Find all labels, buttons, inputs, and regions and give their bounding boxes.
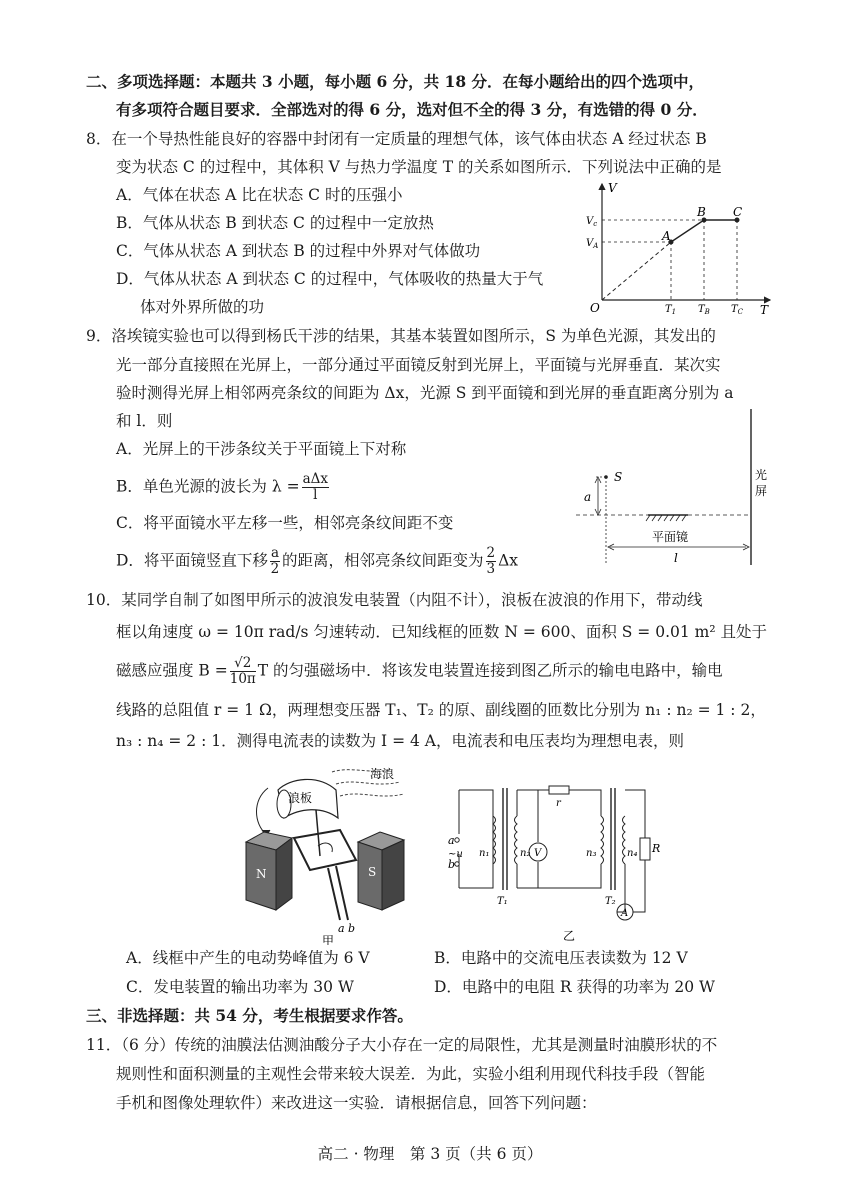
segment-ab — [671, 220, 704, 242]
label-a: A — [662, 229, 671, 243]
q10-option-b: B．电路中的交流电压表读数为 12 V — [434, 949, 688, 967]
q11-stem-line2: 规则性和面积测量的主观性会带来较大误差．为此，实验小组利用现代科技手段（智能 — [116, 1065, 706, 1083]
t-axis-label: T — [760, 303, 769, 317]
q10-option-d: D．电路中的电阻 R 获得的功率为 20 W — [434, 978, 715, 996]
terminal-b: b — [448, 858, 456, 871]
q9-lloyd-mirror-figure — [570, 405, 780, 575]
resistor-r-label: R — [652, 842, 661, 855]
n2-label: n₂ — [520, 848, 531, 859]
q9-stem-line3: 验时测得光屏上相邻两亮条纹的间距为 Δx，光源 S 到平面镜和到光屏的垂直距离分别为 a — [116, 384, 734, 402]
q10-stem-line1: 10．某同学自制了如图甲所示的波浪发电装置（内阻不计），浪板在波浪的作用下，带动线 — [86, 591, 703, 609]
t2-label: T₂ — [605, 896, 616, 907]
origin-label: O — [590, 301, 600, 315]
distance-a-label: a — [584, 490, 592, 504]
section-2-header-line2: 有多项符合题目要求．全部选对的得 6 分，选对但不全的得 3 分，有选错的得 0 分． — [116, 100, 708, 119]
v-axis-label: V — [608, 181, 617, 195]
q11-stem-line3: 手机和图像处理软件）来改进这一实验．请根据信息，回答下列问题： — [116, 1094, 597, 1112]
page-footer: 高二 · 物理 第 3 页（共 6 页） — [317, 1145, 543, 1163]
q10-stem-line3: 磁感应强度 B = $\frac{√2}{10\pi}$ T 的匀强磁场中．将该发电装置连接到图乙所示的输电电路中，输电 — [116, 655, 723, 687]
distance-l-label: l — [674, 551, 678, 565]
figure-yi-caption: 乙 — [563, 929, 576, 943]
ammeter: A — [621, 908, 629, 919]
q9-option-c: C．将平面镜水平左移一些，相邻亮条纹间距不变 — [116, 514, 454, 532]
mirror-label: 平面镜 — [652, 530, 689, 544]
q9-option-a: A．光屏上的干涉条纹关于平面镜上下对称 — [116, 440, 407, 458]
screen-label-2: 屏 — [755, 484, 768, 498]
voltmeter: V — [534, 848, 542, 859]
voltage-u: ~u — [448, 849, 463, 860]
q8-option-a: A．气体在状态 A 比在状态 C 时的压强小 — [116, 186, 403, 204]
figure-jia-caption: 甲 — [322, 934, 335, 945]
n1-label: n₁ — [479, 848, 490, 859]
coil-frame — [294, 830, 356, 870]
q8-option-c: C．气体从状态 A 到状态 B 的过程中外界对气体做功 — [116, 242, 481, 260]
q10-stem-line5: n₃ : n₄ = 2 : 1．测得电流表的读数为 I = 4 A，电流表和电压表均为理想电表，则 — [116, 732, 684, 750]
wave-label: 海浪 — [370, 767, 395, 781]
q10-stem-line4: 线路的总阻值 r = 1 Ω，两理想变压器 T₁、T₂ 的原、副线圈的匝数比分别为 n₁ : n₂ = 1 : 2， — [116, 701, 766, 719]
q8-vt-graph — [578, 178, 778, 318]
q8-stem-line1: 8．在一个导热性能良好的容器中封闭有一定质量的理想气体，该气体由状态 A 经过状态 B — [86, 130, 707, 148]
n4-label: n₄ — [627, 848, 638, 859]
label-tc: $T_C$ — [731, 304, 744, 316]
magnet-n-label: N — [256, 867, 267, 881]
q9-stem-line4: 和 l．则 — [116, 412, 173, 430]
terminal-a: a — [448, 834, 455, 847]
q10-wave-generator-figure — [240, 760, 420, 945]
q11-stem-line1: 11．（6 分）传统的油膜法估测油酸分子大小存在一定的局限性，尤其是测量时油膜形状的不 — [86, 1036, 718, 1054]
section-3-header: 三、非选择题：共 54 分，考生根据要求作答。 — [86, 1006, 413, 1025]
t1-label: T₁ — [497, 896, 508, 907]
line-resistance-r: r — [556, 798, 561, 809]
screen-label-1: 光 — [755, 468, 768, 482]
label-tb: $T_B$ — [698, 304, 710, 316]
q9-stem-line2: 光一部分直接照在光屏上，一部分通过平面镜反射到光屏上，平面镜与光屏垂直．某次实 — [116, 356, 721, 374]
q8-option-d-line2: 体对外界所做的功 — [140, 298, 265, 316]
label-va: $V_A$ — [586, 238, 599, 250]
label-t1: $T_1$ — [665, 304, 677, 316]
magnet-s-label: S — [368, 865, 377, 879]
label-b: B — [697, 205, 706, 219]
q8-option-b: B．气体从状态 B 到状态 C 的过程中一定放热 — [116, 214, 434, 232]
q9-option-d: D．将平面镜竖直下移 $\frac{a}{2}$ 的距离，相邻亮条纹间距变为 $\frac{2}{3}$ Δx — [116, 545, 519, 577]
dashed-origin-line — [602, 242, 671, 300]
q10-transmission-circuit — [445, 778, 675, 945]
n3-label: n₃ — [586, 848, 597, 859]
label-vc: $V_c$ — [586, 216, 598, 228]
source-label: S — [614, 470, 623, 484]
board-label: 浪板 — [288, 791, 313, 805]
q10-option-c: C．发电装置的输出功率为 30 W — [126, 978, 354, 996]
q10-stem-line2: 框以角速度 ω = 10π rad/s 匀速转动．已知线框的匝数 N = 600、面积 S = 0.01 m² 且处于 — [116, 623, 768, 641]
q9-option-b: B．单色光源的波长为 λ = $\frac{\text{aΔx}}{l}$ — [116, 471, 328, 503]
section-2-header-line1: 二、多项选择题：本题共 3 小题，每小题 6 分，共 18 分．在每小题给出的四个选项中， — [86, 72, 705, 91]
terminals-ab-label: a b — [338, 922, 356, 935]
q8-option-d-line1: D．气体从状态 A 到状态 C 的过程中，气体吸收的热量大于气 — [116, 270, 544, 288]
q10-option-a: A．线框中产生的电动势峰值为 6 V — [126, 949, 370, 967]
q8-stem-line2: 变为状态 C 的过程中，其体积 V 与热力学温度 T 的关系如图所示．下列说法中正确的是 — [116, 158, 722, 176]
q9-stem-line1: 9．洛埃镜实验也可以得到杨氏干涉的结果，其基本装置如图所示，S 为单色光源，其发出的 — [86, 327, 716, 345]
label-c: C — [733, 205, 743, 219]
